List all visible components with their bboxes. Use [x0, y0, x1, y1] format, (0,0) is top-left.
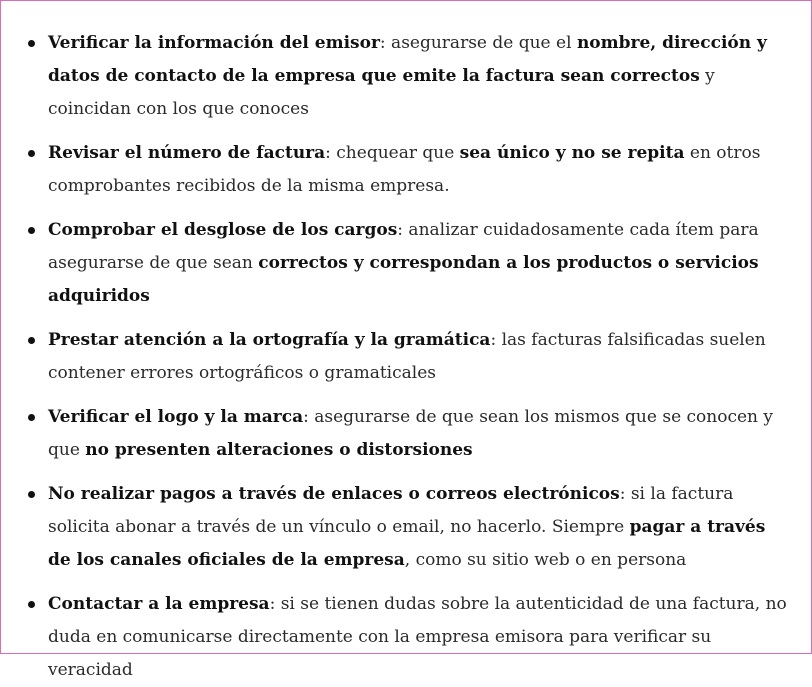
- item-emphasis: no presenten alteraciones o distorsiones: [85, 440, 473, 460]
- bullet-icon: [28, 40, 35, 47]
- item-heading: Prestar atención a la ortografía y la gramática: [48, 330, 491, 350]
- item-text: : si la factura solicita abonar a través de un vínculo o email, no hacerlo. Siempre: [48, 484, 734, 537]
- list-item: [1, 137, 791, 203]
- list-item: [1, 588, 791, 687]
- bullet-icon: [28, 227, 35, 234]
- item-heading: Comprobar el desglose de los cargos: [48, 220, 398, 240]
- item-heading: Verificar la información del emisor: [48, 33, 380, 53]
- list-item: [1, 324, 791, 390]
- list-item: [1, 27, 791, 126]
- list-item: [1, 401, 791, 467]
- item-text: : analizar cuidadosamente cada ítem para asegurarse de que sean: [48, 220, 759, 273]
- item-text: : asegurarse de que sean los mismos que se conocen y que: [48, 407, 774, 460]
- bullet-icon: [28, 337, 35, 344]
- list-item: [1, 214, 791, 313]
- item-heading: No realizar pagos a través de enlaces o correos electrónicos: [48, 484, 620, 504]
- item-text: : si se tienen dudas sobre la autenticidad de una factura, no duda en comunicarse directamente con la empresa emisora para verificar su veracidad: [48, 594, 787, 680]
- item-text: : las facturas falsificadas suelen contener errores ortográficos o gramaticales: [48, 330, 766, 383]
- item-emphasis: nombre, dirección y datos de contacto de la empresa que emite la factura sean correctos: [48, 33, 767, 86]
- bullet-icon: [28, 414, 35, 421]
- item-emphasis: sea único y no se repita: [459, 143, 685, 163]
- item-emphasis: pagar a través de los canales oficiales de la empresa: [48, 517, 766, 570]
- list-item: [1, 478, 791, 577]
- item-heading: Contactar a la empresa: [48, 594, 270, 614]
- bullet-icon: [28, 601, 35, 608]
- tips-list: [1, 1, 811, 687]
- bullet-icon: [28, 491, 35, 498]
- item-heading: Revisar el número de factura: [48, 143, 326, 163]
- item-text: : asegurarse de que el: [379, 33, 577, 53]
- item-heading: Verificar el logo y la marca: [48, 407, 304, 427]
- item-text: : chequear que: [325, 143, 460, 163]
- item-text: en otros comprobantes recibidos de la misma empresa.: [48, 143, 761, 196]
- bullet-icon: [28, 150, 35, 157]
- item-text: y coincidan con los que conoces: [48, 66, 715, 119]
- item-text: , como su sitio web o en persona: [404, 550, 687, 570]
- item-emphasis: correctos y correspondan a los productos o servicios adquiridos: [48, 253, 759, 306]
